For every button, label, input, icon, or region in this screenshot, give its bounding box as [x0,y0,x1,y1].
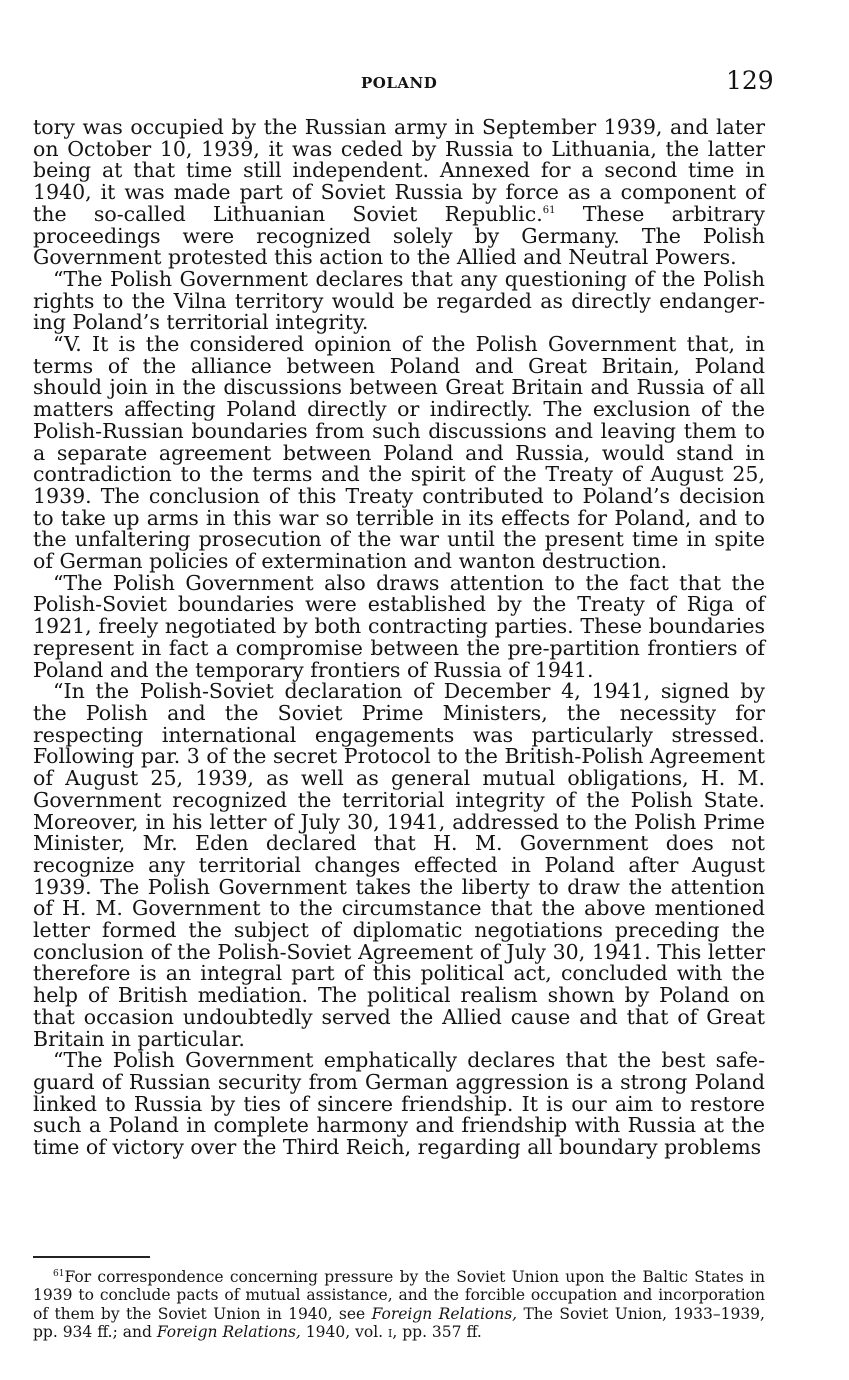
running-head-title: POLAND [361,74,438,92]
paragraph-text-continued: These arbitrary proceedings were recognized solely by Germany. The Polish Government protested this action to the Allied and Neutral Powers. [33,201,765,270]
footnote-volume: i [388,1323,393,1342]
paragraph: “V. It is the considered opinion of the Polish Government that, in terms of the alliance between Poland and Great Britain, Poland should join in the discussions between Great Britain and Russia of all matters affecting Poland directly or indirectly. The exclusion of the Polish-Russian boundaries from such discussions and leaving them to a separate agreement between Poland and Russia, would stand in contradiction to the terms and the spirit of the Treaty of August 25, 1939. The conclusion of this Treaty contributed to Poland’s decision to take up arms in this war so terrible in its effects for Poland, and to the unfaltering prosecution of the war until the present time in spite of German policies of extermination and wanton destruction. [33,332,765,574]
footnote-text: 1940, vol. [300,1323,389,1342]
paragraph: “The Polish Government declares that any questioning of the Polish rights to the Vilna territory would be regarded as directly endangering Poland’s territorial integrity. [33,266,765,335]
footnote-text: The Soviet Union, 1933–1939, pp. 934 ff.; and [33,1304,765,1342]
footnote-divider [33,1256,150,1258]
footnote-marker: 61 [53,1268,65,1279]
footnote-text: For correspondence concerning pressure by the Soviet Union upon the Baltic States in 1939 to conclude pacts of mutual assistance, and the forcible occupation and incorporation of them by the Soviet Union in 1940, see [33,1268,765,1323]
paragraph: “The Polish Government also draws attention to the fact that the Polish-Soviet boundaries were established by the Treaty of Riga of 1921, freely negotiated by both contracting parties. These boundaries represent in fact a compromise between the pre-partition frontiers of Poland and the temporary frontiers of Russia of 1941. [33,570,765,682]
footnote-citation-title: Foreign Relations, [371,1304,518,1323]
running-head [0,66,849,98]
paragraph [33,117,765,269]
footnote-citation-title: Foreign Relations, [156,1323,301,1342]
body-text [33,117,765,1159]
footnote-reference: 61 [542,204,556,216]
paragraph: “In the Polish-Soviet declaration of December 4, 1941, signed by the Polish and the Soviet Prime Ministers, the necessity for respecting international engagements was particularly stressed. Following par. 3 of the secret Protocol to the British-Polish Agreement of August 25, 1939, as well as general mutual obligations, H. M. Government recognized the territorial integrity of the Polish State. Moreover, in his letter of July 30, 1941, addressed to the Polish Prime Minister, Mr. Eden declared that H. M. Government does not recognize any territorial changes effected in Poland after August 1939. The Polish Government takes the liberty to draw the attention of H. M. Government to the circumstance that the above mentioned letter formed the subject of diplomatic negotiations preceding the conclusion of the Polish-Soviet Agreement of July 30, 1941. This letter therefore is an integral part of this political act, concluded with the help of British mediation. The political realism shown by Poland on that occasion undoubtedly served the Allied cause and that of Great Britain in particular. [33,679,765,1051]
page-number: 129 [726,66,774,95]
paragraph-text: tory was occupied by the Russian army in September 1939, and later on October 10, 1939, it was ceded by Russia to Lithuania, the latter being at that time still independent. Annexed for a second time in 1940, it was made part of Soviet Russia by force as a component of the so-called Lithuanian Soviet Republic. [33,115,765,226]
footnote-text: , pp. 357 ff. [392,1323,482,1342]
footnote [33,1268,765,1342]
paragraph: “The Polish Government emphatically declares that the best safeguard of Russian security from German aggression is a strong Poland linked to Russia by ties of sincere friendship. It is our aim to restore such a Poland in complete harmony and friendship with Russia at the time of victory over the Third Reich, regarding all boundary problems [33,1048,765,1160]
